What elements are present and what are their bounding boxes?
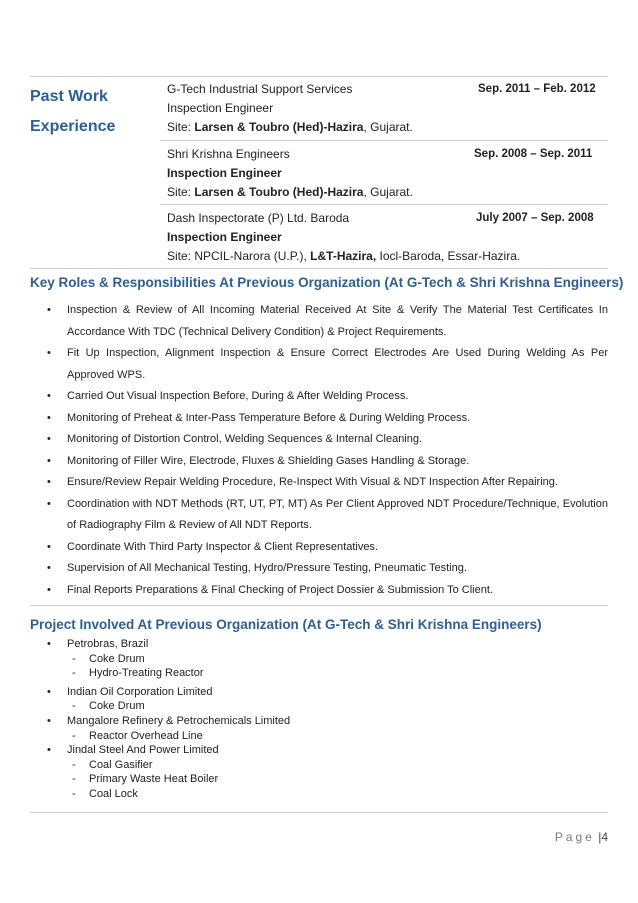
past-work-heading-line2: Experience (30, 118, 116, 135)
project-sub-item: - Hydro-Treating Reactor (72, 667, 204, 680)
dash-icon: - (72, 652, 76, 665)
dash-icon: - (72, 787, 76, 800)
section-divider (30, 268, 608, 269)
job-company: G-Tech Industrial Support Services (167, 82, 353, 96)
bullet-icon: • (47, 476, 51, 488)
projects-list (30, 637, 290, 802)
job-site: Site: NPCIL-Narora (U.P.), L&T-Hazira, Iocl-Baroda, Essar-Hazira. (167, 249, 521, 263)
list-item: • Ensure/Review Repair Welding Procedure, Re-Inspect With Visual & NDT Inspection After Repairing. (30, 472, 608, 494)
project-sub-item: - Coke Drum (72, 652, 145, 665)
bullet-icon: • (47, 714, 51, 727)
bullet-icon: • (47, 411, 51, 424)
job-entry (167, 80, 607, 137)
list-item: • Monitoring of Preheat & Inter-Pass Temperature Before & During Welding Process. (30, 408, 608, 430)
bullet-icon: • (47, 540, 51, 553)
project-sub-item: - Coke Drum (72, 700, 145, 713)
job-site: Site: Larsen & Toubro (Hed)-Hazira, Gujarat. (167, 120, 413, 134)
job-title: Inspection Engineer (167, 166, 282, 180)
past-work-heading-line1: Past Work (30, 88, 108, 105)
bullet-icon: • (47, 583, 51, 596)
dash-icon: - (72, 700, 76, 713)
job-entry (167, 209, 607, 266)
page-label: Page (554, 830, 595, 844)
list-item: • Fit Up Inspection, Alignment Inspection & Ensure Correct Electrodes Are Used During Welding As Per Approved WPS. (30, 343, 608, 386)
job-company: Dash Inspectorate (P) Ltd. Baroda (167, 211, 350, 225)
project-sub-item: - Reactor Overhead Line (72, 729, 203, 742)
project-sub-item: - Coal Lock (72, 787, 138, 800)
roles-list (30, 300, 608, 601)
bullet-icon: • (47, 390, 51, 402)
bullet-icon: • (47, 562, 51, 574)
job-divider (160, 140, 608, 141)
bullet-icon: • (47, 347, 51, 359)
page-separator: | (598, 830, 602, 844)
bullet-icon: • (47, 497, 51, 510)
bullet-icon: • (47, 433, 51, 445)
dash-icon: - (72, 729, 76, 742)
list-item: • Coordinate With Third Party Inspector & Client Representatives. (30, 537, 608, 559)
list-item: • Monitoring of Distortion Control, Welding Sequences & Internal Cleaning. (30, 429, 608, 451)
job-dates: Sep. 2008 – Sep. 2011 (474, 148, 593, 160)
project-item: • Jindal Steel And Power Limited (47, 744, 219, 757)
roles-heading: Key Roles & Responsibilities At Previous Organization (At G-Tech & Shri Krishna Engineers) (30, 275, 624, 290)
job-dates: Sep. 2011 – Feb. 2012 (478, 83, 596, 95)
project-sub-item: - Primary Waste Heat Boiler (72, 773, 219, 786)
dash-icon: - (72, 667, 76, 680)
list-item: • Inspection & Review of All Incoming Material Received At Site & Verify The Material Test Certificates In Accordance With TDC (Technical Delivery Condition) & Project Requirements. (30, 300, 608, 343)
dash-icon: - (72, 758, 76, 771)
dash-icon: - (72, 773, 76, 786)
page-number: 4 (601, 830, 608, 844)
project-item: • Petrobras, Brazil (47, 638, 149, 650)
list-item: • Coordination with NDT Methods (RT, UT, PT, MT) As Per Client Approved NDT Procedure/Technique, Evolution of Radiography Film & Review of All NDT Reports. (30, 494, 608, 537)
bullet-icon: • (47, 744, 51, 757)
list-item: • Final Reports Preparations & Final Checking of Project Dossier & Submission To Client. (30, 580, 608, 602)
top-divider (30, 76, 608, 77)
bullet-icon: • (47, 304, 51, 316)
bottom-divider (30, 812, 608, 813)
job-title: Inspection Engineer (167, 230, 282, 244)
job-entry (167, 145, 607, 202)
job-divider (160, 204, 608, 205)
projects-heading: Project Involved At Previous Organization (At G-Tech & Shri Krishna Engineers) (30, 617, 542, 632)
list-item: • Carried Out Visual Inspection Before, During & After Welding Process. (30, 386, 608, 408)
page-footer (555, 830, 608, 844)
job-title: Inspection Engineer (167, 101, 274, 115)
job-company: Shri Krishna Engineers (167, 147, 290, 161)
bullet-icon: • (47, 638, 51, 650)
list-item: • Monitoring of Filler Wire, Electrode, Fluxes & Shielding Gases Handling & Storage. (30, 451, 608, 473)
section-divider (30, 605, 608, 606)
bullet-icon: • (47, 454, 51, 467)
bullet-icon: • (47, 685, 51, 698)
project-sub-item: - Coal Gasifier (72, 758, 153, 771)
project-item: • Indian Oil Corporation Limited (47, 685, 213, 698)
job-site: Site: Larsen & Toubro (Hed)-Hazira, Gujarat. (167, 185, 413, 199)
project-item: • Mangalore Refinery & Petrochemicals Limited (47, 714, 291, 727)
job-dates: July 2007 – Sep. 2008 (476, 212, 594, 224)
list-item: • Supervision of All Mechanical Testing, Hydro/Pressure Testing, Pneumatic Testing. (30, 558, 608, 580)
